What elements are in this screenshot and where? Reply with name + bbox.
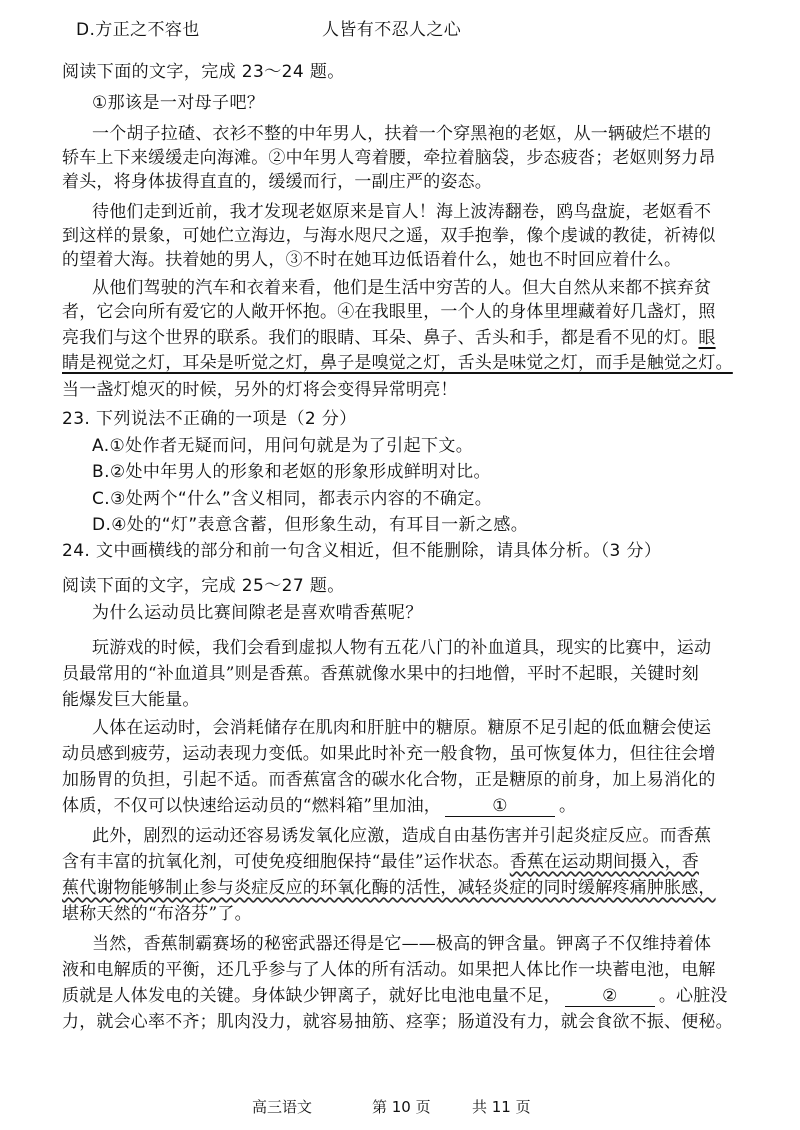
section1-p3-line3 — [62, 326, 716, 350]
section2-title: 为什么运动员比赛间隙老是喜欢啃香蕉呢？ — [92, 603, 423, 623]
section2-p2-line2: 动员感到疲劳，运动表现力变低。如果此时补充一般食物，虽可恢复体力，但往往会增 — [62, 744, 716, 764]
footer-total-pages: 共 11 页 — [472, 1098, 531, 1116]
footer-subject: 高三语文 — [252, 1098, 313, 1116]
section1-p3-line2: 者，它会向所有爱它的人敞开怀抱。④在我眼里，一个人的身体里埋藏着好几盏灯，照 — [62, 302, 716, 322]
section2-p2-end: 。 — [558, 796, 577, 816]
section2-p3-line3 — [62, 876, 716, 900]
section1-title: ①那该是一对母子吧？ — [92, 93, 265, 113]
section1-p2-line2: 到这样的景象，可她伫立海边，与海水咫尺之遥，双手抱拳，像个虔诚的教徒，祈祷似 — [62, 226, 716, 246]
section1-instruction: 阅读下面的文字，完成 23～24 题。 — [62, 62, 345, 82]
blank-1: ① — [445, 796, 555, 817]
section2-p3-line4: 堪称天然的“布洛芬”了。 — [62, 904, 252, 924]
section1-p3-line4 — [62, 351, 733, 375]
section2-instruction: 阅读下面的文字，完成 25～27 题。 — [62, 576, 345, 596]
section2-p4-line3-end: 。心脏没 — [658, 986, 728, 1006]
wavy-sentence-start: 香蕉在运动期间摄入，香 — [509, 852, 699, 872]
section2-p3-line2 — [62, 850, 699, 874]
section1-p3-line1: 从他们驾驶的汽车和衣着来看，他们是生活中穷苦的人。但大自然从来都不摈弃贫 — [92, 278, 712, 298]
section2-p2-line4-text: 体质，不仅可以快速给运动员的“燃料箱”里加油， — [62, 796, 441, 816]
section2-p2-line3: 加肠胃的负担，引起不适。而香蕉富含的碳水化合物，正是糖原的前身，加上易消化的 — [62, 770, 716, 790]
section2-p2-line1: 人体在运动时，会消耗储存在肌肉和肝脏中的糖原。糖原不足引起的低血糖会使运 — [92, 718, 712, 738]
section2-p3-line2-text: 含有丰富的抗氧化剂，可使免疫细胞保持“最佳”运作状态。 — [62, 852, 510, 872]
section2-p4-line4: 力，就会心率不齐；肌肉没力，就容易抽筋、痉挛；肠道没有力，就会食欲不振、便秘。 — [62, 1012, 733, 1032]
q23-option-a: A.①处作者无疑而问，用问句就是为了引起下文。 — [92, 436, 474, 456]
section2-p2-line4 — [62, 794, 576, 818]
section1-p2-line1: 待他们走到近前，我才发现老妪原来是盲人！海上波涛翻卷，鸥鸟盘旋，老妪看不 — [92, 202, 712, 222]
option-d-text: D.方正之不容也 — [76, 20, 200, 40]
section1-p1-line3: 着头，将身体拔得直直的，缓缓而行，一副庄严的姿态。 — [62, 172, 492, 192]
section1-p3-line3-text: 亮我们与这个世界的联系。我们的眼睛、耳朵、鼻子、舌头和手，都是看不见的灯。 — [62, 328, 699, 348]
q24-stem: 24. 文中画横线的部分和前一句含义相近，但不能删除，请具体分析。（3 分） — [62, 541, 662, 561]
underlined-sentence-start: 眼 — [698, 328, 716, 348]
section1-p1-line2: 轿车上下来缓缓走向海滩。②中年男人弯着腰，牵拉着脑袋，步态疲沓；老妪则努力昂 — [62, 148, 716, 168]
section2-p4-line1: 当然，香蕉制霸赛场的秘密武器还得是它——极高的钾含量。钾离子不仅维持着体 — [92, 934, 712, 954]
blank-2: ② — [565, 986, 655, 1007]
q23-option-b: B.②处中年男人的形象和老妪的形象形成鲜明对比。 — [92, 462, 491, 482]
section1-p3-line5: 当一盏灯熄灭的时候，另外的灯将会变得异常明亮！ — [62, 380, 458, 400]
section1-p1-line1: 一个胡子拉碴、衣衫不整的中年男人，扶着一个穿黑袍的老妪，从一辆破烂不堪的 — [92, 124, 712, 144]
section2-p3-line1: 此外，剧烈的运动还容易诱发氧化应激，造成自由基伤害并引起炎症反应。而香蕉 — [92, 826, 712, 846]
phrase-text: 人皆有不忍人之心 — [322, 20, 462, 40]
section2-p1-line3: 能爆发巨大能量。 — [62, 690, 200, 710]
underlined-sentence: 睛是视觉之灯，耳朵是听觉之灯，鼻子是嗅觉之灯，舌头是味觉之灯，而手是触觉之灯。 — [62, 353, 733, 373]
section2-p4-line2: 液和电解质的平衡，还几乎参与了人体的所有活动。如果把人体比作一块蓄电池，电解 — [62, 960, 716, 980]
q23-stem: 23. 下列说法不正确的一项是（2 分） — [62, 409, 357, 429]
q23-option-d: D.④处的“灯”表意含蓄，但形象生动，有耳目一新之感。 — [92, 515, 529, 535]
section1-p2-line3: 的望着大海。扶着她的男人，③不时在她耳边低语着什么，她也不时回应着什么。 — [62, 250, 682, 270]
section2-p4-line3-text: 质就是人体发电的关键。身体缺少钾离子，就好比电池电量不足， — [62, 986, 561, 1006]
wavy-sentence: 蕉代谢物能够制止参与炎症反应的环氧化酶的活性，减轻炎症的同时缓解疼痛肿胀感， — [62, 878, 716, 898]
section2-p4-line3 — [62, 984, 728, 1008]
section2-p1-line1: 玩游戏的时候，我们会看到虚拟人物有五花八门的补血道具，现实的比赛中，运动 — [92, 638, 712, 658]
footer-page-number: 第 10 页 — [372, 1098, 431, 1116]
section2-p1-line2: 员最常用的“补血道具”则是香蕉。香蕉就像水果中的扫地僧，平时不起眼，关键时刻 — [62, 664, 699, 684]
q23-option-c: C.③处两个“什么”含义相同，都表示内容的不确定。 — [92, 489, 493, 509]
